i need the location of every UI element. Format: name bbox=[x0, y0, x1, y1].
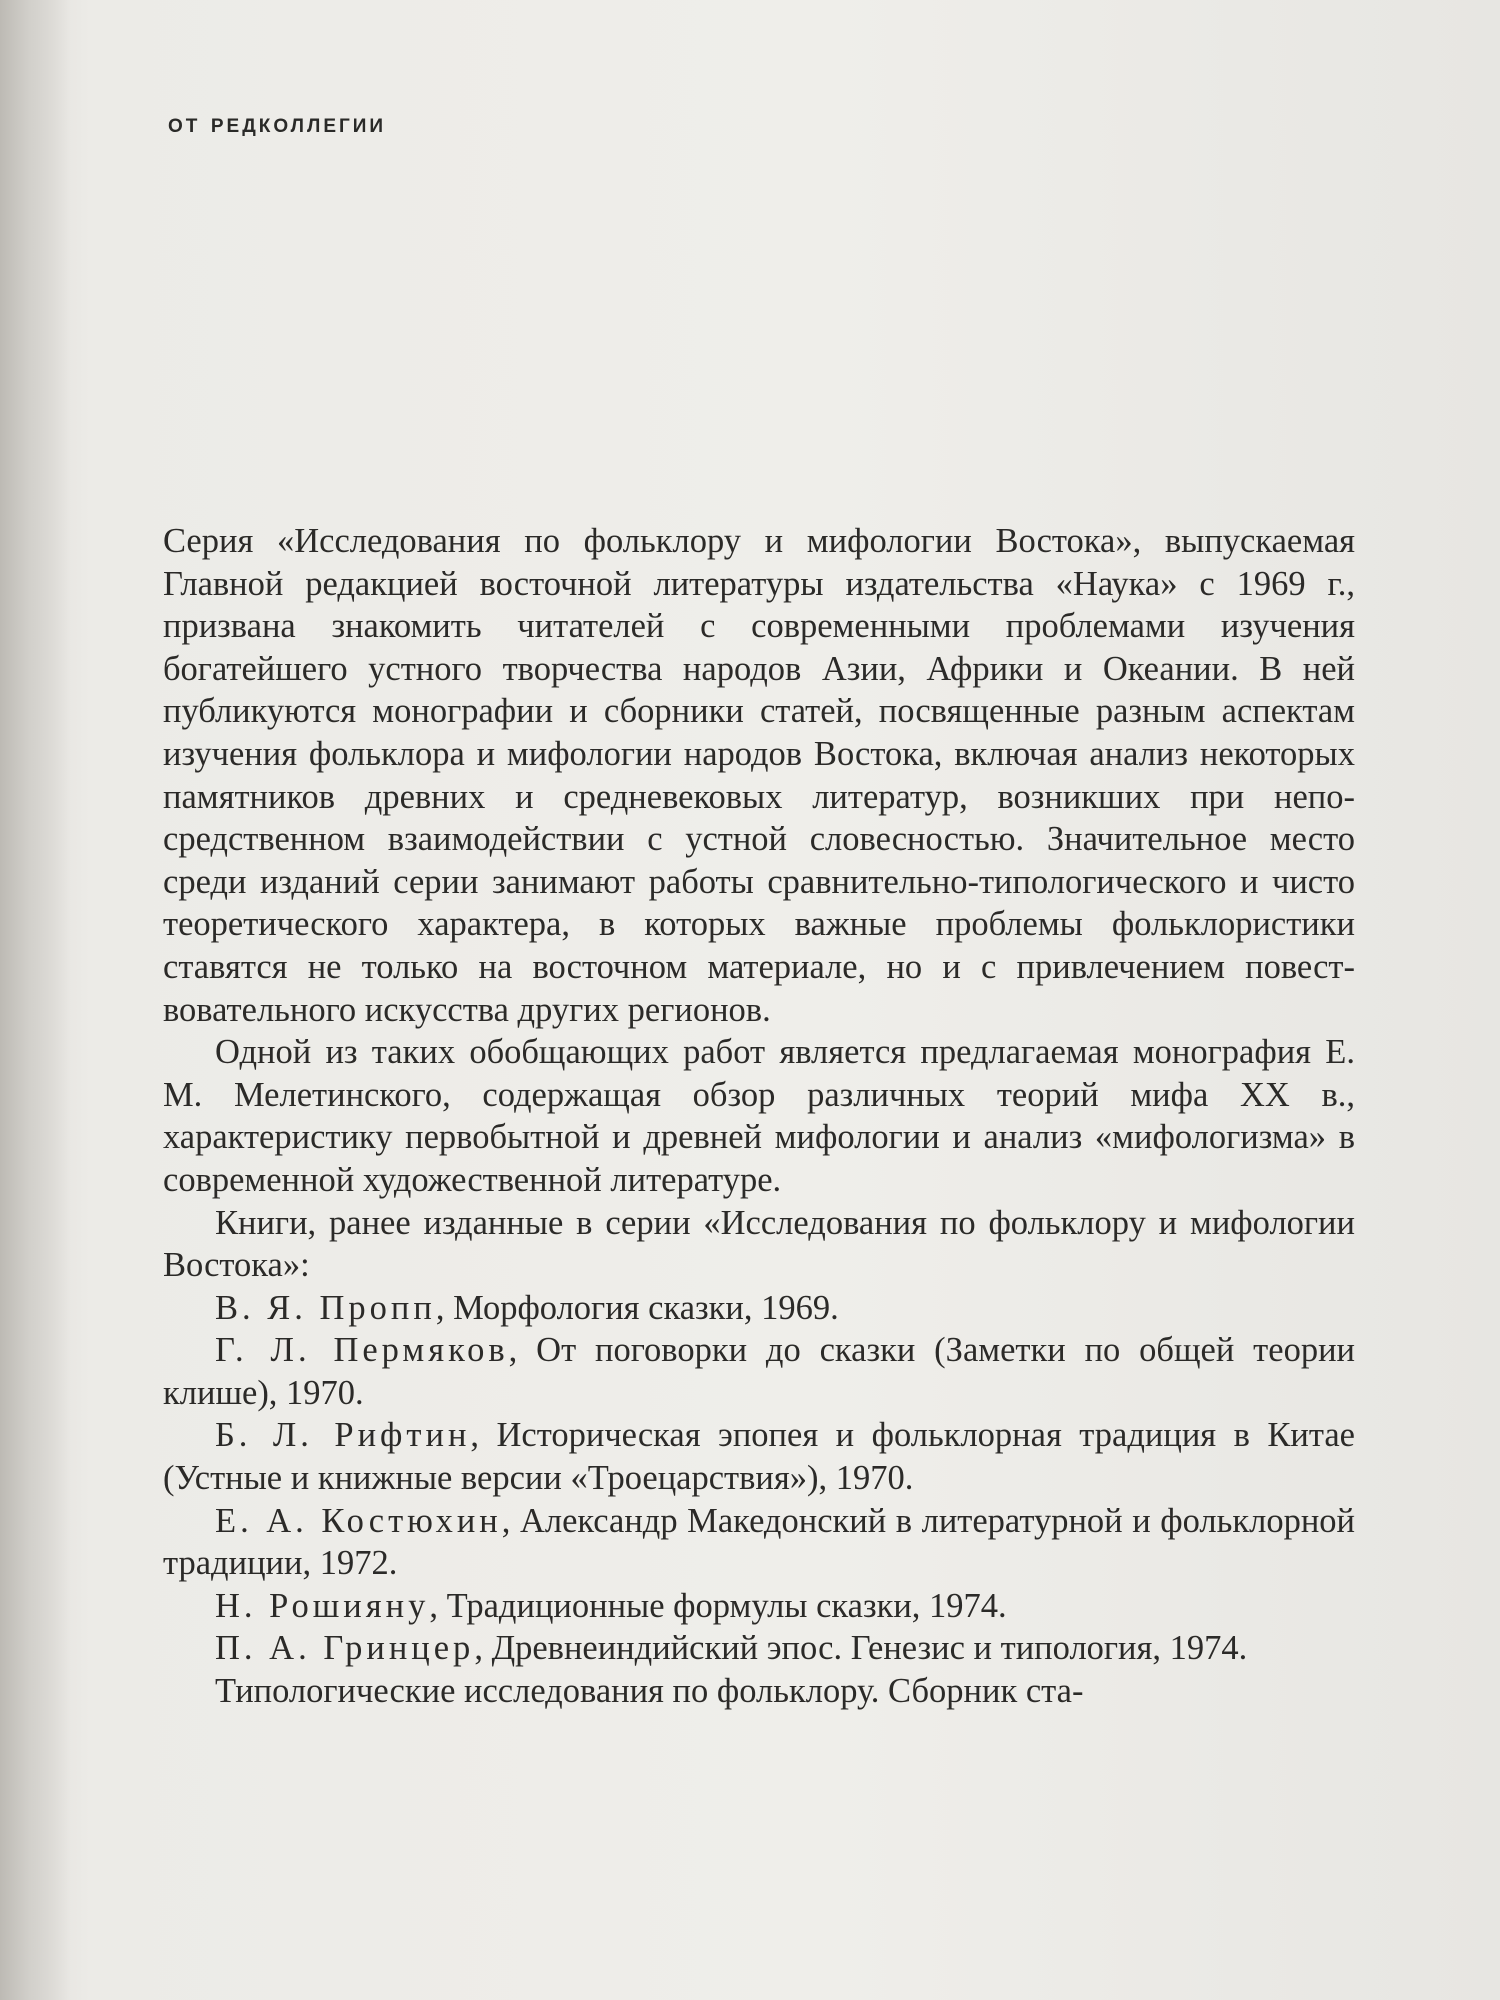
paragraph-series-intro: Серия «Исследования по фольклору и мифологии Востока», выпускаемая Главной редакцией восточной литературы издательства «Наука» с 1969 г., призвана знакомить читателей с современными проблемами изучения богатейшего устного творчества народов Азии, Африки и Океании. В ней публикуются монографии и сборники статей, посвященные разным аспектам изучения фольклора и мифологии народов Востока, включая анализ некоторых памятников древних и средневековых литератур, возникших при непосредственном взаимодействии с устной словесностью. Значительное место среди изданий серии занимают работы сравнительно-типологического и чисто теоретического характера, в которых важные проблемы фольклористики ставятся не только на восточном материале, но и с привлечением повествовательного искусства других регионов. bbox=[163, 522, 1355, 1029]
page-heading: от редколлегии bbox=[168, 108, 387, 138]
bibliography-author: Е. А. Костюхин bbox=[215, 1501, 502, 1540]
bibliography-author: Н. Рошияну bbox=[215, 1586, 430, 1625]
bibliography-author: Б. Л. Рифтин bbox=[215, 1416, 471, 1455]
page-body bbox=[163, 520, 1355, 1713]
bibliography-entry bbox=[163, 1585, 1355, 1628]
bibliography-author: В. Я. Пропп bbox=[215, 1288, 436, 1327]
bibliography-entry bbox=[163, 1627, 1355, 1670]
page-gutter-shadow bbox=[0, 0, 70, 2000]
bibliography-author: П. А. Гринцер bbox=[215, 1629, 475, 1668]
bibliography-entry bbox=[163, 1500, 1355, 1585]
bibliography-title: , Морфология сказки, 1969. bbox=[435, 1288, 839, 1327]
bibliography-title: , Историческая эпопея и фольклорная традиция в Китае (Устные и книжные версии «Троецарствия»), 1970. bbox=[163, 1416, 1355, 1498]
paragraph-books-list-intro: Книги, ранее изданные в серии «Исследования по фольклору и мифологии Востока»: bbox=[163, 1203, 1355, 1285]
bibliography-title: , Александр Македонский в литературной и фольклорной традиции, 1972. bbox=[163, 1501, 1355, 1583]
bibliography-title: , Традиционные формулы сказки, 1974. bbox=[429, 1586, 1007, 1625]
bibliography-entry bbox=[163, 1329, 1355, 1414]
bibliography-entry bbox=[163, 1287, 1355, 1330]
bibliography-list bbox=[163, 1287, 1355, 1670]
bibliography-title: , Древнеиндийский эпос. Генезис и типология, 1974. bbox=[474, 1629, 1248, 1668]
bibliography-title: , От поговорки до сказки (Заметки по общей теории клише), 1970. bbox=[163, 1331, 1355, 1412]
bibliography-author: Г. Л. Пермяков bbox=[215, 1331, 509, 1370]
paragraph-continuation: Типологические исследования по фольклору. Сборник ста- bbox=[215, 1672, 1084, 1711]
bibliography-entry bbox=[163, 1414, 1355, 1499]
paragraph-monograph: Одной из таких обобщающих работ является предлагаемая монография Е. М. Мелетинского, содержащая обзор различных теорий мифа XX в., характеристику первобытной и древней мифологии и анализ «мифологизма» в современной художественной литературе. bbox=[163, 1033, 1355, 1199]
